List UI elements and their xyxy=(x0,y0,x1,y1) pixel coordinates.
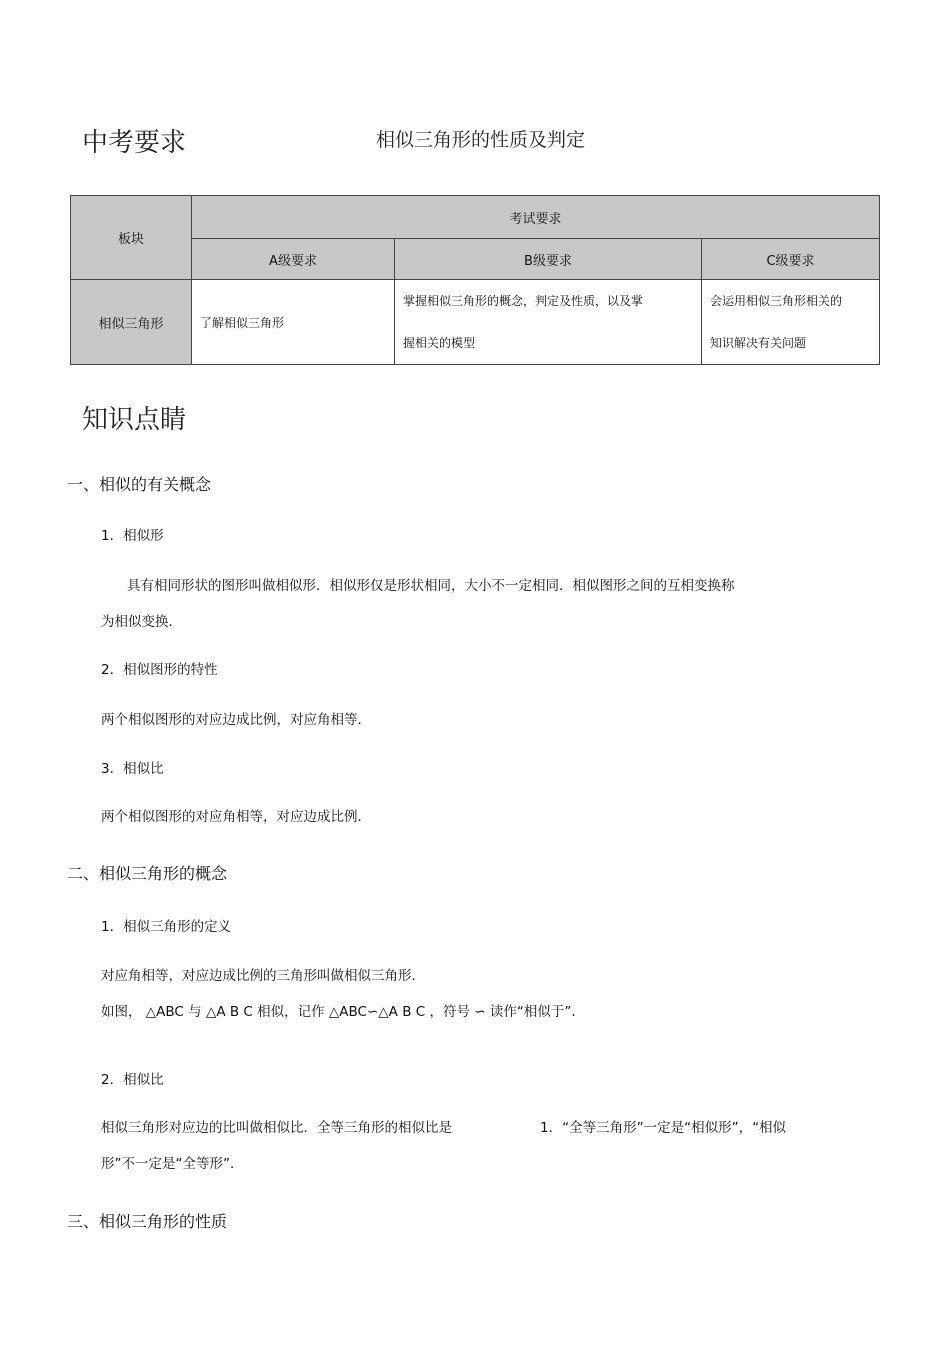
row-cell-level-b-line2: 握相关的模型 xyxy=(403,336,476,350)
section-1-item-1-text-line1: 具有相同形状的图形叫做相似形．相似形仅是形状相同，大小不一定相同．相似图形之间的互相变换称 xyxy=(127,578,735,594)
row-cell-level-c-line2: 知识解决有关问题 xyxy=(710,336,807,350)
section-2-item-1-title: 1．相似三角形的定义 xyxy=(101,919,232,935)
row-cell-level-b xyxy=(395,280,702,365)
section-1-item-3-text: 两个相似图形的对应角相等，对应边成比例． xyxy=(101,809,371,825)
section-2-title: 二、相似三角形的概念 xyxy=(67,864,228,883)
section-1-item-2-title: 2．相似图形的特性 xyxy=(101,662,218,678)
header-cell-block: 板块 xyxy=(71,196,192,280)
row-cell-level-b-line1: 掌握相似三角形的概念，判定及性质，以及掌 xyxy=(403,294,644,308)
section-heading-knowledge: 知识点睛 xyxy=(82,405,187,435)
section-heading-requirements: 中考要求 xyxy=(82,128,187,158)
section-2-item-2-title: 2．相似比 xyxy=(101,1072,164,1088)
section-1-item-1-title: 1．相似形 xyxy=(101,528,164,544)
section-1-item-2-text: 两个相似图形的对应边成比例，对应角相等． xyxy=(101,712,371,728)
header-cell-level-c: C级要求 xyxy=(702,239,880,280)
row-cell-level-c-line1: 会运用相似三角形相关的 xyxy=(710,294,843,308)
section-2-item-1-text-line2: 如图， △ABC 与 △A B C 相似，记作 △ABC∽△A B C ，符号 ∽ 读作“相似于”． xyxy=(101,1004,585,1020)
document-title: 相似三角形的性质及判定 xyxy=(376,129,586,151)
header-cell-level-a: A级要求 xyxy=(192,239,395,280)
section-1-item-3-title: 3．相似比 xyxy=(101,761,164,777)
header-cell-exam-requirements: 考试要求 xyxy=(192,196,880,239)
section-1-title: 一、相似的有关概念 xyxy=(67,475,212,494)
section-3-title: 三、相似三角形的性质 xyxy=(67,1212,228,1231)
section-2-item-2-text-line2: 形”不一定是“全等形”． xyxy=(101,1156,244,1172)
header-cell-level-b: B级要求 xyxy=(395,239,702,280)
row-cell-block: 相似三角形 xyxy=(71,280,192,365)
section-2-item-2-text-line1a: 相似三角形对应边的比叫做相似比．全等三角形的相似比是 xyxy=(101,1120,452,1136)
row-cell-level-c xyxy=(702,280,880,365)
requirements-table xyxy=(70,195,880,365)
section-1-item-1-text-line2: 为相似变换． xyxy=(101,614,182,630)
section-2-item-2-text-line1b: 1．“全等三角形”一定是“相似形”，“相似 xyxy=(540,1120,787,1136)
row-cell-level-a: 了解相似三角形 xyxy=(192,280,395,365)
section-2-item-1-text-line1: 对应角相等，对应边成比例的三角形叫做相似三角形． xyxy=(101,968,425,984)
